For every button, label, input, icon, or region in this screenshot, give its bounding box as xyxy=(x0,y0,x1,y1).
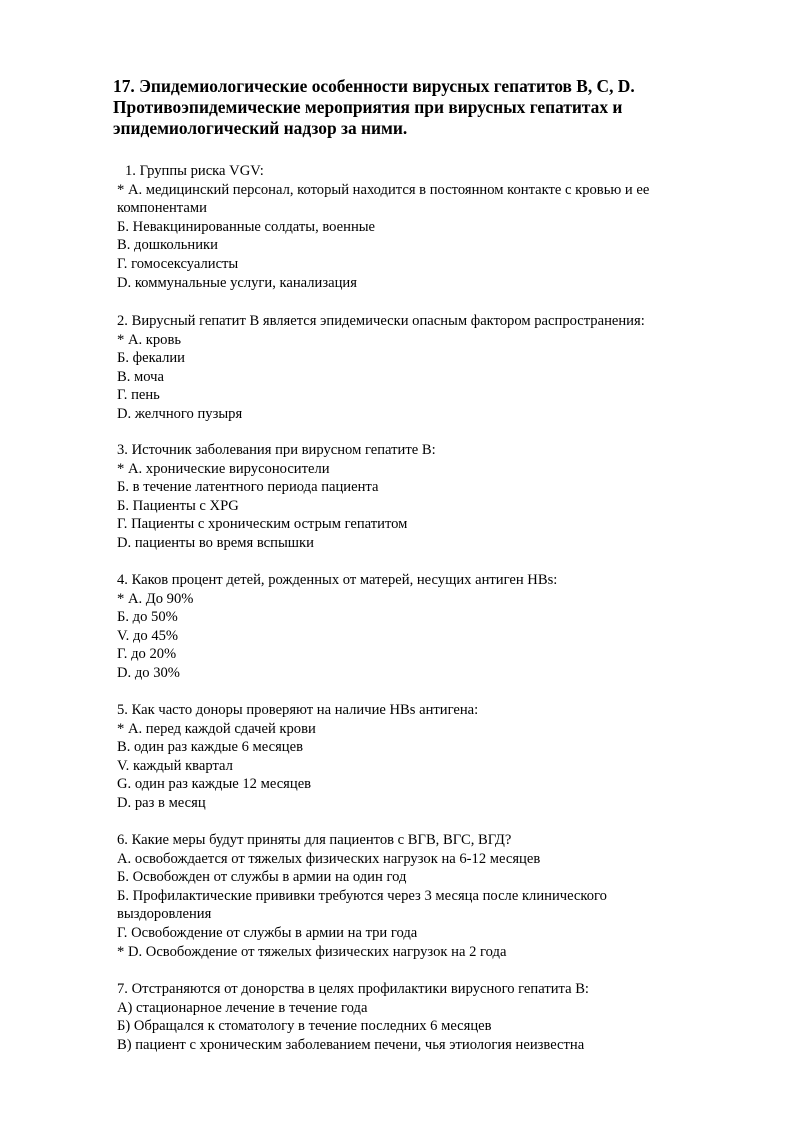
question-block-5 xyxy=(113,701,753,813)
answer-option: * А. медицинский персонал, который находится в постоянном контакте с кровью и ее xyxy=(117,181,650,198)
answer-option: Г. до 20% xyxy=(117,646,177,663)
answer-option: Б) Обращался к стоматологу в течение последних 6 месяцев xyxy=(117,1018,492,1035)
answer-option: Г. Пациенты с хроническим острым гепатитом xyxy=(117,516,408,533)
question-block-2 xyxy=(113,312,753,424)
title-line: Противоэпидемические мероприятия при вирусных гепатитах и xyxy=(113,97,623,117)
question-text: 4. Каков процент детей, рожденных от матерей, несущих антиген HBs: xyxy=(117,572,558,588)
question-text: 3. Источник заболевания при вирусном гепатите В: xyxy=(117,442,436,458)
title-line: 17. Эпидемиологические особенности вирусных гепатитов B, C, D. xyxy=(113,76,635,96)
question-text: 6. Какие меры будут приняты для пациентов с ВГВ, ВГС, ВГД? xyxy=(117,832,512,848)
answer-option: Б. Освобожден от службы в армии на один год xyxy=(117,869,407,886)
question-text: 2. Вирусный гепатит В является эпидемически опасным фактором распространения: xyxy=(117,313,645,329)
answer-option: D. до 30% xyxy=(117,664,180,681)
answer-option: компонентами xyxy=(117,200,207,217)
answer-option: Г. гомосексуалисты xyxy=(117,255,239,272)
question-text: 7. Отстраняются от донорства в целях профилактики вирусного гепатита В: xyxy=(117,981,589,997)
answer-option: D. коммунальные услуги, канализация xyxy=(117,274,357,291)
answer-option: В. моча xyxy=(117,368,165,385)
question-block-4 xyxy=(113,571,753,683)
answer-option: Б. до 50% xyxy=(117,609,178,626)
answer-option: А) стационарное лечение в течение года xyxy=(117,999,368,1016)
answer-option: V. каждый квартал xyxy=(117,757,233,774)
document-title xyxy=(113,76,733,139)
answer-option: В. дошкольники xyxy=(117,237,218,254)
question-block-7 xyxy=(113,980,753,1054)
answer-option: Б. Невакцинированные солдаты, военные xyxy=(117,218,376,235)
answer-option: * А. До 90% xyxy=(117,590,194,607)
answer-option: В. один раз каждые 6 месяцев xyxy=(117,739,303,756)
answer-option: Б. Пациенты с ХРG xyxy=(117,497,239,514)
answer-option: * А. хронические вирусоносители xyxy=(117,460,330,477)
answer-option: * А. кровь xyxy=(117,331,182,348)
question-text: 5. Как часто доноры проверяют на наличие HBs антигена: xyxy=(117,702,479,718)
answer-option: D. желчного пузыря xyxy=(117,405,243,422)
answer-option: G. один раз каждые 12 месяцев xyxy=(117,776,312,793)
answer-option: D. раз в месяц xyxy=(117,794,206,811)
title-line: эпидемиологический надзор за ними. xyxy=(113,118,408,138)
question-block-3 xyxy=(113,441,753,553)
answer-option: В) пациент с хроническим заболеванием печени, чья этиология неизвестна xyxy=(117,1036,585,1053)
answer-option: D. пациенты во время вспышки xyxy=(117,534,314,551)
answer-option: А. освобождается от тяжелых физических нагрузок на 6-12 месяцев xyxy=(117,850,541,867)
answer-option: Б. фекалии xyxy=(117,350,185,367)
answer-option: Г. Освобождение от службы в армии на три года xyxy=(117,924,418,941)
answer-option: Б. Профилактические прививки требуются через 3 месяца после клинического xyxy=(117,887,607,904)
answer-option: * D. Освобождение от тяжелых физических нагрузок на 2 года xyxy=(117,943,507,960)
question-block-1 xyxy=(113,162,753,292)
answer-option: * А. перед каждой сдачей крови xyxy=(117,720,316,737)
answer-option: Б. в течение латентного периода пациента xyxy=(117,479,379,496)
question-block-6 xyxy=(113,831,753,961)
answer-option: выздоровления xyxy=(117,906,212,923)
answer-option: V. до 45% xyxy=(117,627,179,644)
question-text: 1. Группы риска VGV: xyxy=(125,163,264,179)
answer-option: Г. пень xyxy=(117,387,160,404)
